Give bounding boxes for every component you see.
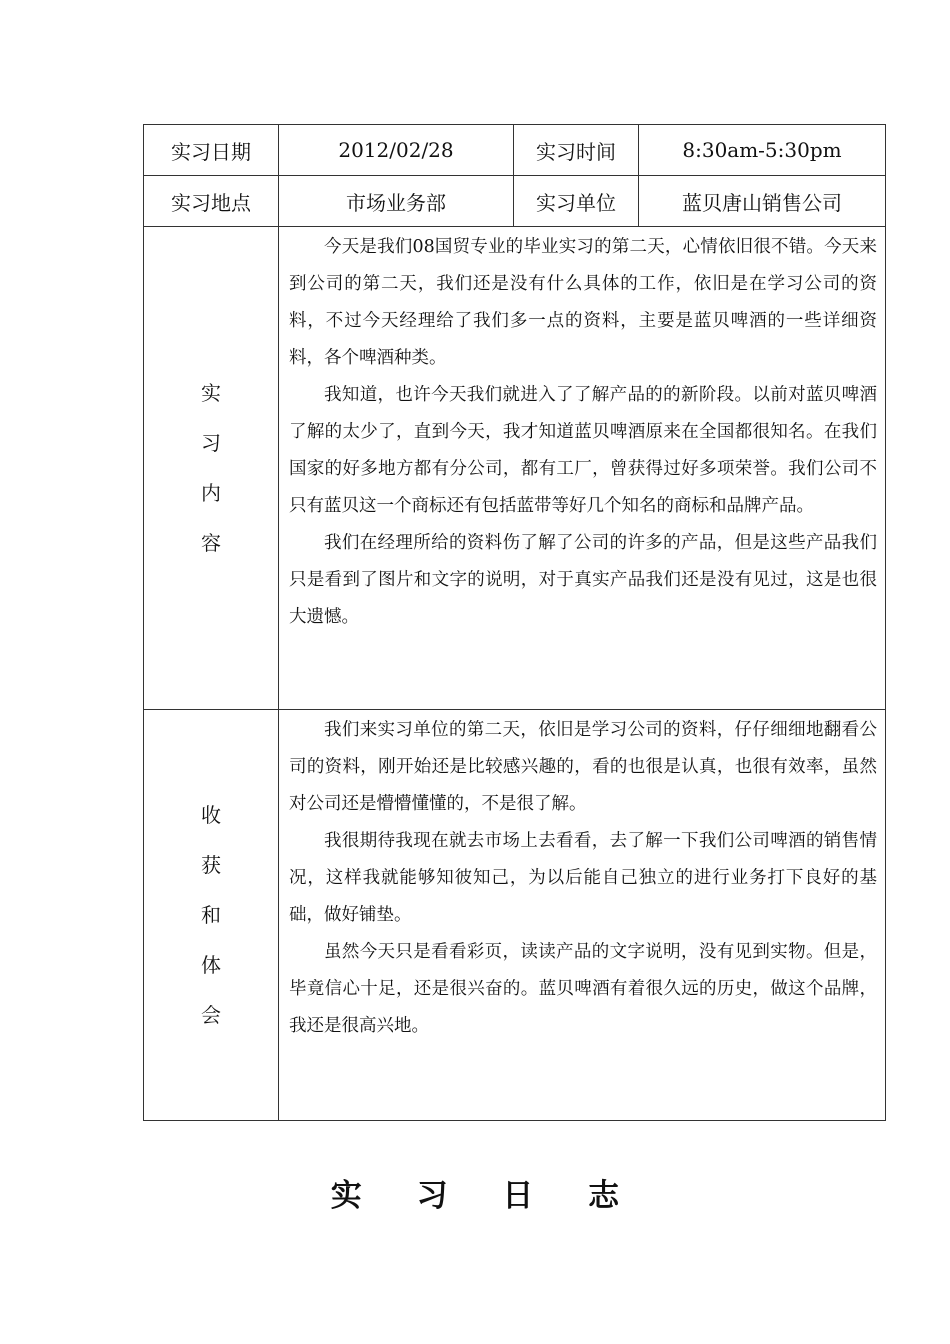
- gains-paragraph: 我们来实习单位的第二天，依旧是学习公司的资料，仔仔细细地翻看公司的资料，刚开始还是比较感兴趣的，看的也很是认真，也很有效率，虽然对公司还是懵懵懂懂的，不是很了解。: [289, 720, 877, 814]
- place-value: 市场业务部: [279, 176, 514, 227]
- time-label: 实习时间: [514, 125, 639, 176]
- content-label-char: 内: [201, 481, 221, 505]
- internship-log-table: [143, 124, 886, 1121]
- content-body: [279, 227, 886, 710]
- date-label: 实习日期: [144, 125, 279, 176]
- date-time-row: [144, 125, 886, 176]
- gains-label-char: 和: [201, 903, 221, 927]
- date-value: 2012/02/28: [279, 125, 514, 176]
- content-row: [144, 227, 886, 710]
- gains-label: [144, 710, 279, 1121]
- content-paragraph: 我知道，也许今天我们就进入了了解产品的的新阶段。以前对蓝贝啤酒了解的太少了，直到今天，我才知道蓝贝啤酒原来在全国都很知名。在我们国家的好多地方都有分公司，都有工厂，曾获得过好多项荣誉。我们公司不只有蓝贝这一个商标还有包括蓝带等好几个知名的商标和品牌产品。: [289, 385, 877, 516]
- content-label-char: 实: [201, 381, 221, 405]
- gains-row: [144, 710, 886, 1121]
- gains-paragraph: 我很期待我现在就去市场上去看看，去了解一下我们公司啤酒的销售情况，这样我就能够知彼知己，为以后能自己独立的进行业务打下良好的基础，做好铺垫。: [289, 831, 877, 925]
- gains-body: [279, 710, 886, 1121]
- content-label-char: 容: [201, 531, 221, 555]
- page-title: 实 习 日 志: [330, 1178, 642, 1214]
- content-paragraph: 我们在经理所给的资料伤了解了公司的许多的产品，但是这些产品我们只是看到了图片和文字的说明，对于真实产品我们还是没有见过，这是也很大遗憾。: [289, 533, 877, 627]
- gains-paragraph: 虽然今天只是看看彩页，读读产品的文字说明，没有见到实物。但是，毕竟信心十足，还是很兴奋的。蓝贝啤酒有着很久远的历史，做这个品牌，我还是很高兴地。: [289, 942, 877, 1036]
- content-label: [144, 227, 279, 710]
- place-unit-row: [144, 176, 886, 227]
- gains-label-char: 获: [201, 853, 221, 877]
- content-paragraph: 今天是我们08国贸专业的毕业实习的第二天，心情依旧很不错。今天来到公司的第二天，我们还是没有什么具体的工作，依旧是在学习公司的资料，不过今天经理给了我们多一点的资料，主要是蓝贝啤酒的一些详细资料，各个啤酒种类。: [289, 237, 877, 368]
- content-label-char: 习: [201, 431, 221, 455]
- gains-label-char: 收: [201, 803, 221, 827]
- gains-label-char: 会: [201, 1003, 221, 1027]
- unit-value: 蓝贝唐山销售公司: [639, 176, 886, 227]
- unit-label: 实习单位: [514, 176, 639, 227]
- place-label: 实习地点: [144, 176, 279, 227]
- gains-label-char: 体: [201, 953, 221, 977]
- time-value: 8:30am-5:30pm: [639, 125, 886, 176]
